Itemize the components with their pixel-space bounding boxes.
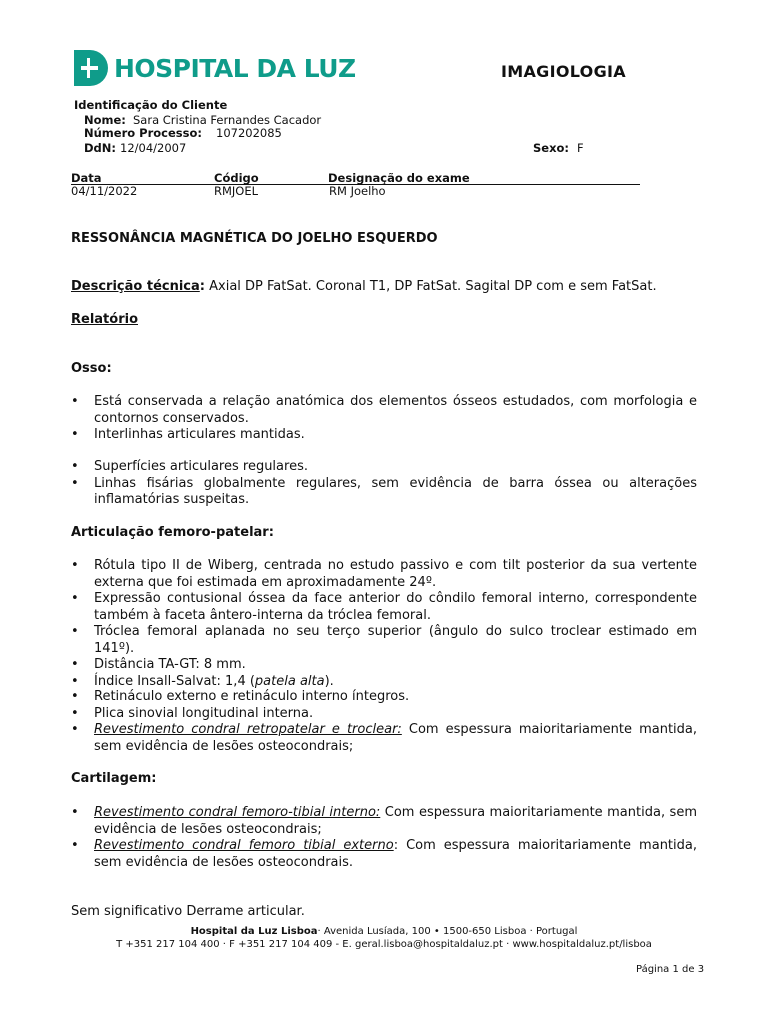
col-code: Código: [214, 171, 259, 185]
insall-prefix: Índice Insall-Salvat: 1,4 (: [94, 673, 255, 689]
process-label: Número Processo:: [84, 126, 202, 140]
name-label: Nome:: [84, 113, 126, 127]
exam-date: 04/11/2022: [71, 184, 138, 198]
retro-label: Revestimento condral retropatelar e troclear:: [94, 722, 402, 737]
list-item: • Rótula tipo II de Wiberg, centrada no estudo passivo e com tilt posterior da sua vertente externa que foi estimada em aproximadamente 24º.: [71, 558, 697, 591]
col-date: Data: [71, 171, 102, 185]
osso-list-1: [71, 394, 697, 444]
list-item-retro: [71, 722, 697, 755]
report-title: RESSONÂNCIA MAGNÉTICA DO JOELHO ESQUERDO: [71, 231, 438, 246]
list-item-insall: [71, 674, 697, 691]
insall-italic: patela alta: [254, 673, 325, 689]
cartilagem-item2-text: : Com espessura maioritariamente mantida, sem evidência de lesões osteocondrais.: [94, 838, 697, 870]
footer-address-text: · Avenida Lusíada, 100 • 1500-650 Lisboa · Portugal: [317, 926, 578, 937]
femoro-patelar-heading: Articulação femoro-patelar:: [71, 525, 274, 540]
tech-text: Axial DP FatSat. Coronal T1, DP FatSat. Sagital DP com e sem FatSat.: [204, 279, 657, 294]
list-item: • Superfícies articulares regulares.: [71, 459, 697, 476]
patient-name: Sara Cristina Fernandes Cacador: [133, 113, 322, 127]
derrame-text: Sem significativo Derrame articular.: [71, 904, 305, 919]
list-item: [71, 838, 697, 871]
cartilagem-item1-label: Revestimento condral femoro-tibial interno:: [94, 805, 381, 820]
list-item: • Expressão contusional óssea da face anterior do côndilo femoral interno, correspondente também à faceta ântero-interna da tróclea femoral.: [71, 591, 697, 624]
list-item: • Interlinhas articulares mantidas.: [71, 427, 697, 444]
cartilagem-list: [71, 805, 697, 871]
osso-heading: Osso:: [71, 361, 112, 376]
technical-description: [71, 279, 711, 296]
client-section-label: Identificação do Cliente: [74, 98, 228, 112]
list-item: • Retináculo externo e retináculo interno íntegros.: [71, 689, 697, 706]
exam-row: [71, 184, 640, 198]
department-title: IMAGIOLOGIA: [501, 62, 626, 81]
tech-colon: :: [199, 279, 205, 294]
cartilagem-heading: Cartilagem:: [71, 771, 157, 786]
sex-value: F: [577, 141, 584, 155]
footer-address: [0, 926, 768, 937]
list-item: [71, 805, 697, 838]
exam-table-header: [71, 171, 640, 185]
list-item: • Está conservada a relação anatómica dos elementos ósseos estudados, com morfologia e contornos conservados.: [71, 394, 697, 427]
cartilagem-item1-text: Com espessura maioritariamente mantida, sem evidência de lesões osteocondrais;: [94, 805, 697, 837]
process-number: 107202085: [216, 126, 282, 140]
exam-designation: RM Joelho: [329, 184, 386, 198]
report-label: Relatório: [71, 312, 138, 327]
list-item: • Linhas fisárias globalmente regulares, sem evidência de barra óssea ou alterações inflamatórias suspeitas.: [71, 476, 697, 509]
list-item: • Tróclea femoral aplanada no seu terço superior (ângulo do sulco troclear estimado em 141º).: [71, 624, 697, 657]
insall-suffix: ).: [324, 673, 334, 689]
dob-value: 12/04/2007: [120, 141, 187, 155]
footer-contacts: T +351 217 104 400 · F +351 217 104 409 - E. geral.lisboa@hospitaldaluz.pt · www.hospitaldaluz.pt/lisboa: [116, 939, 652, 950]
retro-text: Com espessura maioritariamente mantida, sem evidência de lesões osteocondrais;: [94, 722, 697, 754]
tech-label: Descrição técnica: [71, 279, 200, 294]
femoro-patelar-list-2: [71, 689, 697, 755]
dob-label: DdN:: [84, 141, 117, 155]
col-designation: Designação do exame: [328, 171, 470, 185]
exam-code: RMJOEL: [214, 184, 259, 198]
list-item: • Distância TA-GT: 8 mm.: [71, 657, 697, 674]
list-item: • Plica sinovial longitudinal interna.: [71, 706, 697, 723]
cartilagem-item2-label: Revestimento condral femoro tibial externo: [94, 838, 394, 853]
femoro-patelar-list-1: [71, 558, 697, 690]
footer-hospital: Hospital da Luz Lisboa: [190, 926, 318, 937]
sex-label: Sexo:: [533, 141, 569, 155]
page-number: Página 1 de 3: [636, 964, 705, 975]
hospital-logo: [74, 50, 356, 86]
osso-list-2: [71, 459, 697, 509]
hospital-cross-icon: [74, 50, 108, 86]
logo-text: HOSPITAL DA LUZ: [114, 53, 356, 83]
